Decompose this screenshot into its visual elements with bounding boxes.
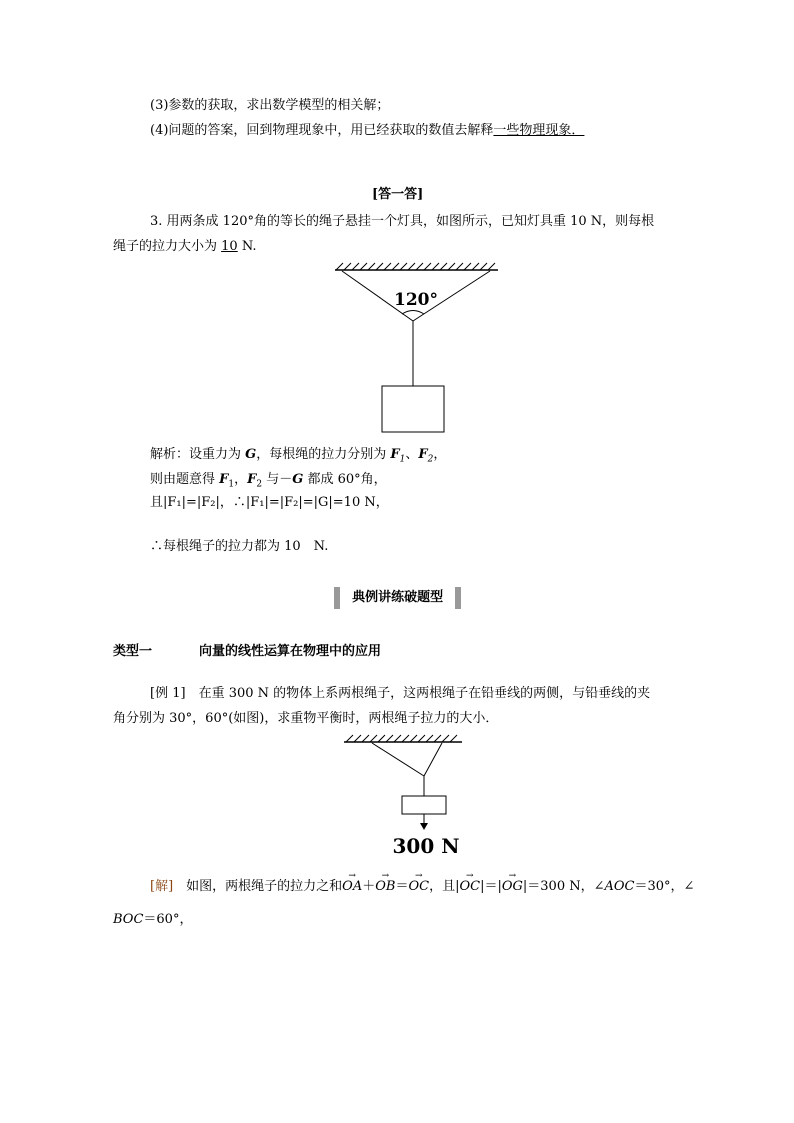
example-line-1: [例 1] 在重 300 N 的物体上系两根绳子，这两根绳子在铅垂线的两侧，与铅垂线的夹 bbox=[150, 686, 651, 701]
weight-label: 300 N bbox=[392, 834, 460, 858]
vector-ob: → OB bbox=[375, 878, 395, 896]
step-4-main: (4)问题的答案，回到物理现象中，用已经获取的数值去解释 bbox=[150, 123, 494, 138]
solution-label: [解] bbox=[150, 879, 174, 894]
lamp-figure bbox=[330, 260, 502, 435]
qa-heading: [答一答] bbox=[372, 187, 424, 202]
type-label: 类型一 bbox=[113, 644, 153, 659]
weight-box bbox=[402, 796, 446, 814]
question-line-2-post: N. bbox=[237, 239, 257, 254]
solution-line-4: ∴每根绳子的拉力都为 10 N. bbox=[150, 539, 329, 554]
question-answer: 10 bbox=[221, 239, 238, 254]
step-3-text: (3)参数的获取，求出数学模型的相关解； bbox=[150, 98, 390, 113]
solution-line-2: 则由题意得 $F_1$，$F_2$ 与－G 都成 60°角， bbox=[150, 472, 387, 490]
section-banner bbox=[334, 587, 461, 609]
lamp-angle-label: 120° bbox=[394, 290, 438, 310]
example-solution-line-1: [解] 如图，两根绳子的拉力之和→ OA＋→ OB＝→ OC，且|→ OC|＝|→ OG|＝300 N，∠AOC＝30°，∠ bbox=[150, 878, 694, 896]
example-label: [例 1] bbox=[150, 686, 186, 701]
section-banner-title: 典例讲练破题型 bbox=[352, 590, 444, 605]
vector-oc-2: → OC bbox=[459, 878, 480, 896]
example-line-2: 角分别为 30°，60°(如图)，求重物平衡时，两根绳子拉力的大小． bbox=[113, 711, 499, 726]
question-line-2-pre: 绳子的拉力大小为 bbox=[113, 239, 222, 254]
step-4-underlined: 一些物理现象． bbox=[493, 123, 585, 138]
banner-left-bar bbox=[334, 587, 340, 609]
vector-oa: → OA bbox=[342, 878, 362, 896]
step-4-text bbox=[150, 122, 584, 140]
vector-og: → OG bbox=[502, 878, 523, 896]
question-line-1: 3. 用两条成 120°角的等长的绳子悬挂一个灯具，如图所示，已知灯具重 10 N，则每根 bbox=[150, 214, 655, 229]
weight-figure bbox=[340, 732, 470, 862]
banner-right-bar bbox=[455, 587, 461, 609]
example-solution-line-2: BOC＝60°， bbox=[113, 912, 193, 927]
lamp-box bbox=[382, 386, 444, 432]
type-title: 向量的线性运算在物理中的应用 bbox=[199, 644, 382, 659]
solution-line-1: 解析：设重力为 G，每根绳的拉力分别为 $F_1$、$F_2$， bbox=[150, 447, 447, 465]
solution-line-3: 且|F₁|=|F₂|，∴|F₁|=|F₂|=|G|=10 N， bbox=[150, 495, 389, 510]
vector-oc: → OC bbox=[408, 878, 429, 896]
question-line-2 bbox=[113, 238, 257, 256]
